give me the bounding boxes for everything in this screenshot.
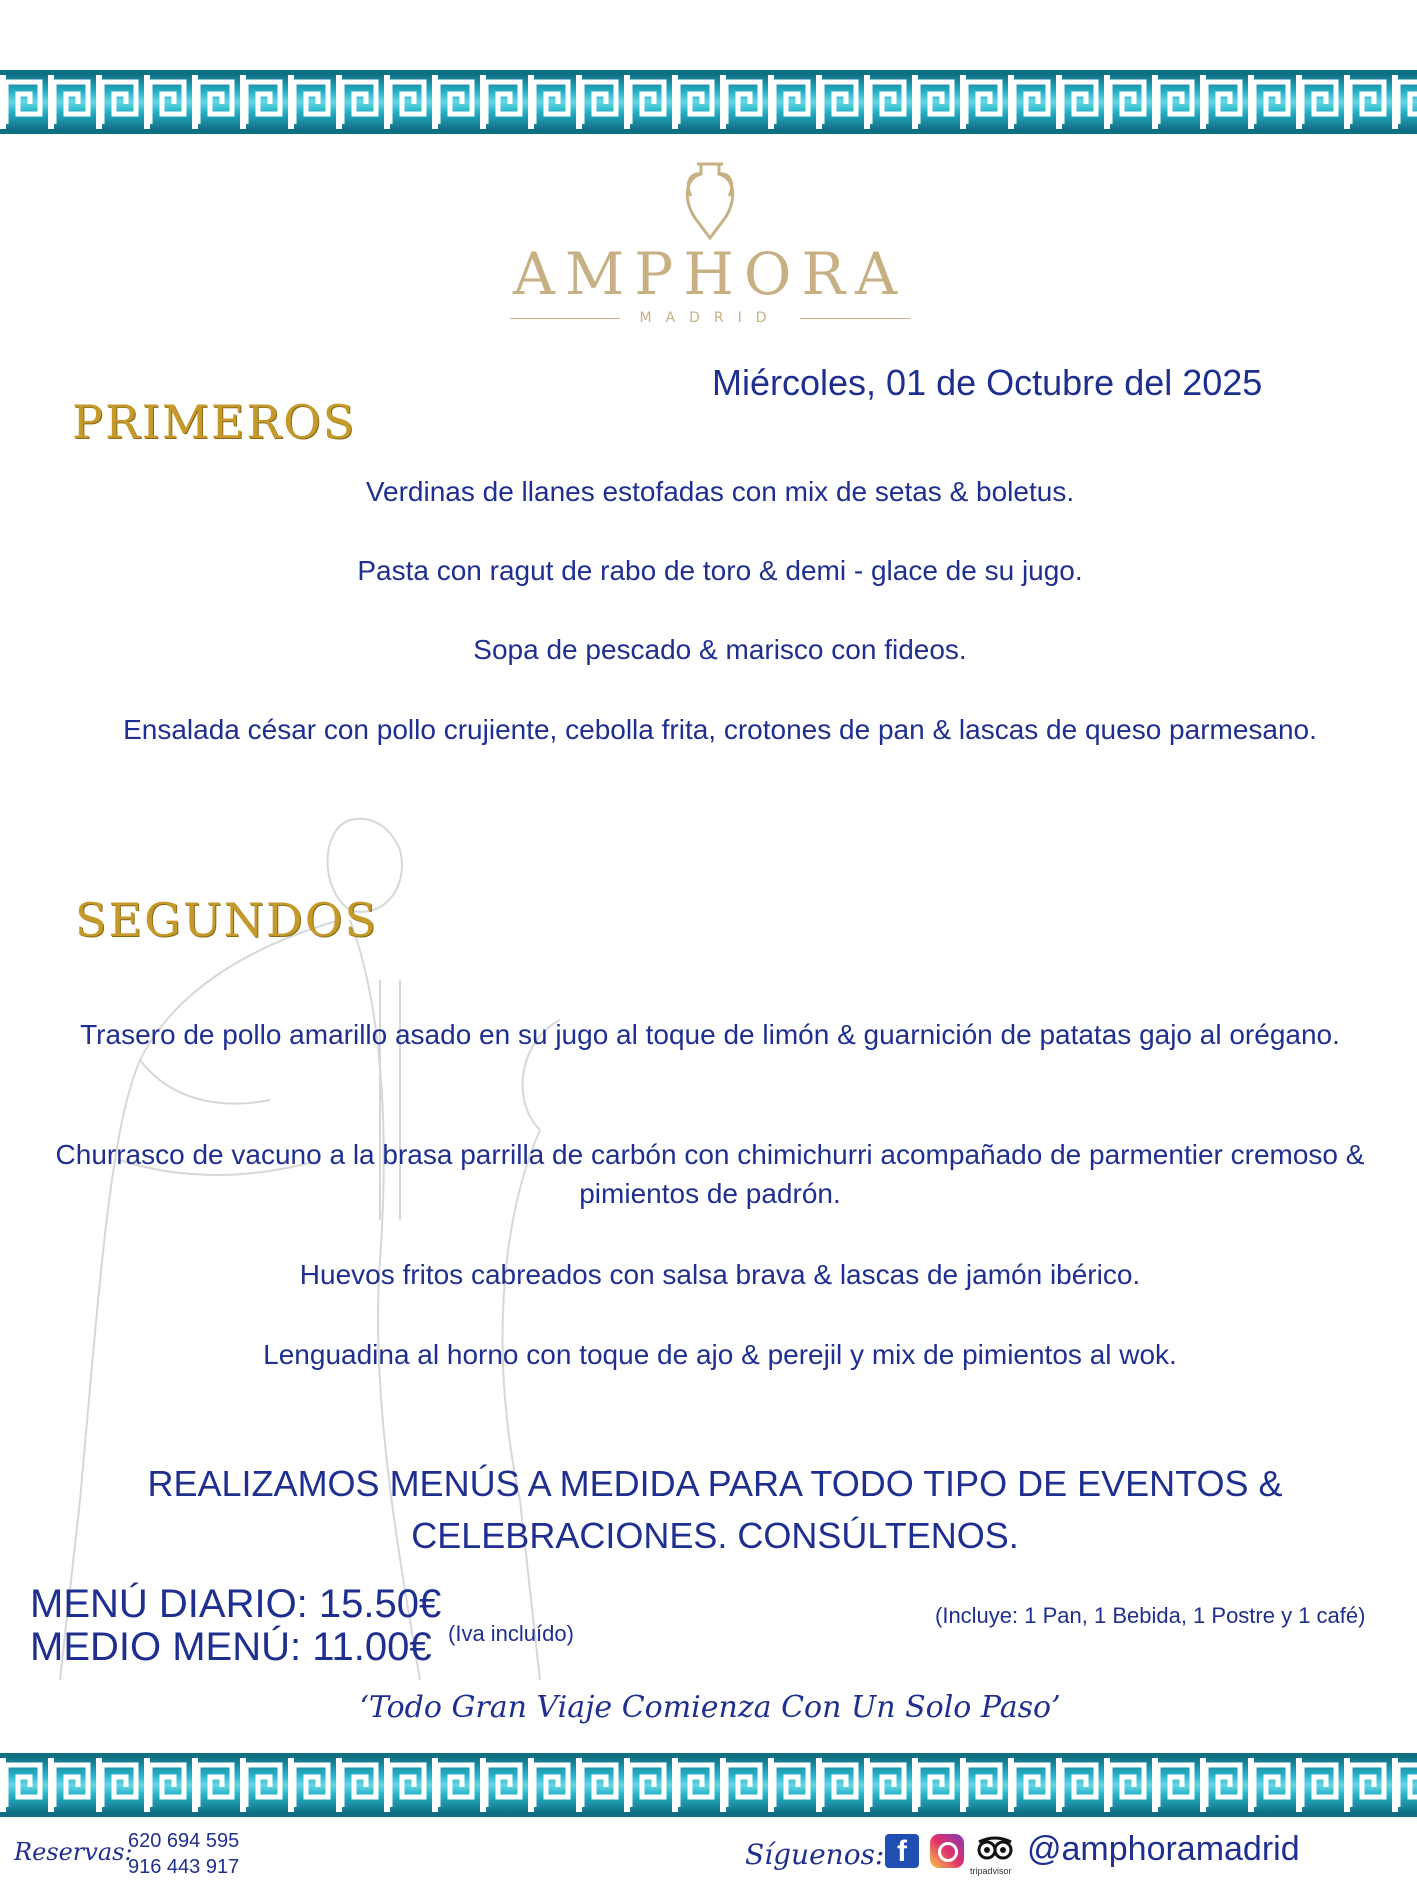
- greek-key-pattern-icon: [0, 1753, 1417, 1817]
- phone-number[interactable]: 620 694 595: [128, 1830, 240, 1852]
- menu-includes-note: (Incluye: 1 Pan, 1 Bebida, 1 Postre y 1 café): [935, 1603, 1366, 1628]
- segundos-item: Huevos fritos cabreados con salsa brava & lascas de jamón ibérico.: [299, 1259, 1141, 1290]
- amphora-logo: [500, 160, 920, 340]
- primeros-item: Verdinas de llanes estofadas con mix de setas & boletus.: [365, 476, 1075, 507]
- social-handle[interactable]: @amphoramadrid: [1027, 1830, 1300, 1868]
- segundos-item: Churrasco de vacuno a la brasa parrilla de carbón con chimichurri acompañado de parmentier cremoso & pimientos de padrón.: [55, 1139, 1365, 1209]
- logo-subtitle: MADRID: [500, 310, 920, 326]
- logo-wordmark: AMPHORA: [513, 240, 907, 308]
- follow-us-label: Síguenos:: [745, 1838, 885, 1871]
- greek-key-border-top: [0, 70, 1417, 134]
- menu-quote: ‘Todo Gran Viaje Comienza Con Un Solo Paso’: [359, 1690, 1061, 1725]
- tripadvisor-label: tripadvisor: [970, 1866, 1012, 1876]
- primeros-item: Pasta con ragut de rabo de toro & demi - glace de su jugo.: [357, 555, 1083, 586]
- segundos-item: Lenguadina al horno con toque de ajo & perejil y mix de pimientos al wok.: [263, 1339, 1177, 1370]
- menu-date: Miércoles, 01 de Octubre del 2025: [712, 362, 1263, 403]
- events-notice: REALIZAMOS MENÚS A MEDIDA PARA TODO TIPO DE EVENTOS & CELEBRACIONES. CONSÚLTENOS.: [147, 1463, 1283, 1556]
- phone-number[interactable]: 916 443 917: [128, 1856, 240, 1878]
- segundos-title: SEGUNDOS: [75, 893, 378, 947]
- iva-note: (Iva incluído): [448, 1621, 574, 1646]
- greek-key-border-bottom: [0, 1753, 1417, 1817]
- segundos-item: Trasero de pollo amarillo asado en su jugo al toque de limón & guarnición de patatas gajo al orégano.: [80, 1019, 1340, 1050]
- half-menu-price: MEDIO MENÚ: 11.00€: [30, 1625, 432, 1669]
- greek-key-pattern-icon: [0, 70, 1417, 134]
- reservations-label: Reservas:: [14, 1838, 133, 1866]
- primeros-title: PRIMEROS: [72, 395, 357, 449]
- instagram-icon[interactable]: [930, 1834, 964, 1868]
- amphora-icon: [675, 160, 745, 240]
- daily-menu-price: MENÚ DIARIO: 15.50€: [30, 1582, 442, 1626]
- primeros-item: Sopa de pescado & marisco con fideos.: [473, 634, 967, 665]
- primeros-item: Ensalada césar con pollo crujiente, cebolla frita, crotones de pan & lascas de queso parmesano.: [123, 714, 1317, 745]
- tripadvisor-icon[interactable]: [975, 1834, 1015, 1868]
- facebook-icon[interactable]: f: [885, 1834, 919, 1868]
